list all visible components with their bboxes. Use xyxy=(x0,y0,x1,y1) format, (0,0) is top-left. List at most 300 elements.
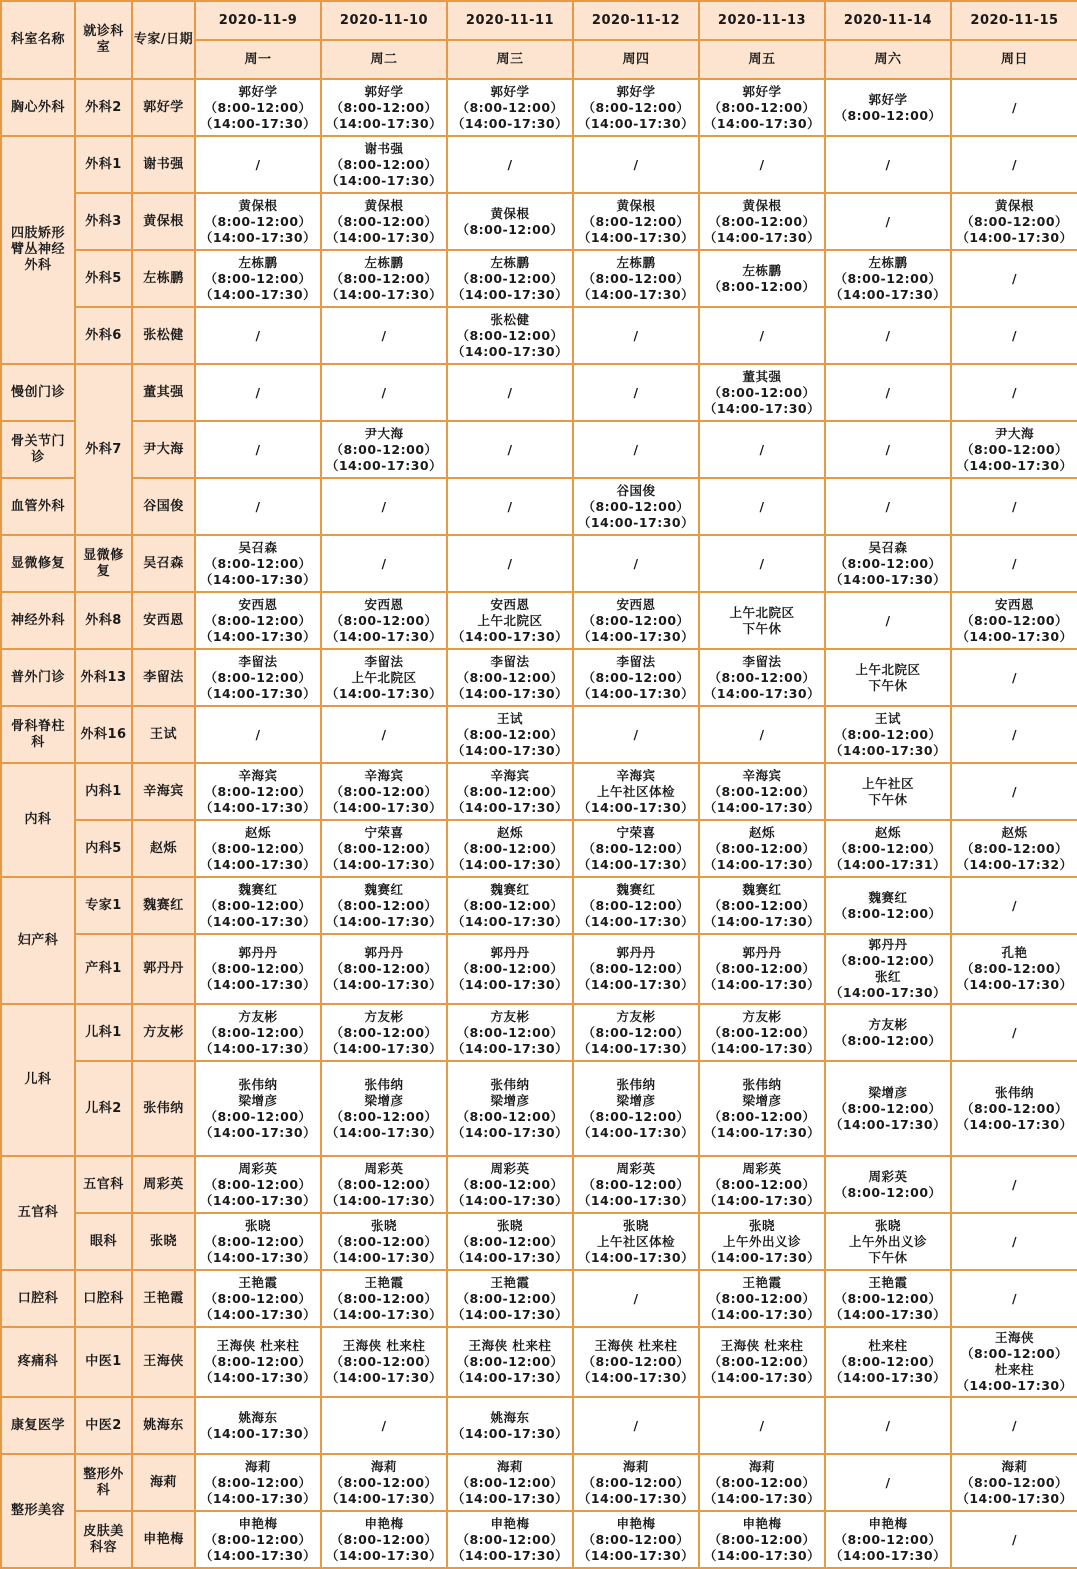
schedule-cell xyxy=(195,250,321,307)
schedule-line: （8:00-12:00） xyxy=(456,1354,564,1369)
schedule-line: （8:00-12:00） xyxy=(960,1346,1069,1361)
schedule-row xyxy=(1,535,1077,592)
schedule-cell xyxy=(447,478,573,535)
schedule-cell xyxy=(699,307,825,364)
schedule-line: / xyxy=(1011,327,1018,343)
schedule-line: / xyxy=(1011,783,1018,799)
schedule-line: 张晓 xyxy=(244,1217,271,1233)
schedule-cell xyxy=(195,1213,321,1270)
schedule-line: （8:00-12:00） xyxy=(708,961,816,976)
schedule-line: （8:00-12:00） xyxy=(456,221,564,237)
label-text: 外科2 xyxy=(85,99,122,115)
schedule-line: 王海侠 杜来柱 xyxy=(216,1338,300,1353)
label-text: 五官科 xyxy=(83,1176,124,1192)
schedule-line: / xyxy=(759,726,765,742)
schedule-line: 张伟纳 xyxy=(616,1076,656,1092)
schedule-line: （14:00-17:30） xyxy=(199,913,317,929)
schedule-line: / xyxy=(381,555,387,571)
schedule-cell xyxy=(321,478,447,535)
schedule-line: 郭好学 xyxy=(364,83,404,99)
schedule-line: （14:00-17:30） xyxy=(199,1370,317,1385)
schedule-line: （14:00-17:30） xyxy=(451,856,569,872)
expert-name-cell: 辛海宾 xyxy=(132,763,195,820)
schedule-row xyxy=(1,1511,1077,1568)
schedule-cell xyxy=(573,1397,699,1454)
schedule-line: 张伟纳 xyxy=(364,1076,404,1092)
schedule-cell xyxy=(699,364,825,421)
schedule-cell xyxy=(195,1061,321,1156)
schedule-cell xyxy=(699,250,825,307)
schedule-cell xyxy=(951,592,1077,649)
room-header: 就诊科室 xyxy=(75,1,132,79)
schedule-line: / xyxy=(381,498,387,514)
schedule-line: 王海侠 xyxy=(994,1330,1034,1345)
schedule-row xyxy=(1,877,1077,934)
schedule-line: （14:00-17:30） xyxy=(199,1425,317,1441)
clinic-room-cell xyxy=(75,307,132,364)
schedule-line: / xyxy=(633,156,639,172)
schedule-row xyxy=(1,1327,1077,1397)
schedule-line: 赵烁 xyxy=(496,824,523,840)
label-text: 儿科2 xyxy=(85,1100,122,1116)
schedule-line: （8:00-12:00） xyxy=(708,840,816,856)
schedule-line: （14:00-17:32） xyxy=(956,856,1073,872)
schedule-cell xyxy=(321,193,447,250)
schedule-line: （8:00-12:00） xyxy=(204,961,312,976)
schedule-line: （8:00-12:00） xyxy=(960,612,1069,628)
schedule-line: （8:00-12:00） xyxy=(708,1290,816,1306)
label-text: 血管外科 xyxy=(10,498,65,514)
schedule-line: 左栋鹏 xyxy=(616,254,656,270)
schedule-line: （14:00-17:30） xyxy=(956,1378,1073,1393)
schedule-line: 海莉 xyxy=(622,1458,649,1474)
schedule-cell xyxy=(699,1213,825,1270)
schedule-line: （14:00-17:30） xyxy=(829,1306,947,1322)
schedule-line: （8:00-12:00） xyxy=(204,1474,312,1490)
schedule-line: （14:00-17:30） xyxy=(199,286,317,302)
schedule-cell xyxy=(447,193,573,250)
schedule-cell xyxy=(573,1004,699,1061)
label-text: 慢创门诊 xyxy=(10,384,65,400)
schedule-line: 赵烁 xyxy=(244,824,271,840)
label-text: 外科7 xyxy=(85,441,122,457)
schedule-line: （14:00-17:30） xyxy=(703,115,821,131)
schedule-line: （14:00-17:30） xyxy=(325,1192,443,1208)
expert-name-cell: 海莉 xyxy=(132,1454,195,1511)
schedule-line: 黄保根 xyxy=(994,197,1034,213)
label-text: 整形美容 xyxy=(10,1503,65,1518)
expert-name-cell: 赵烁 xyxy=(132,820,195,877)
schedule-cell xyxy=(699,934,825,1004)
schedule-line: （14:00-17:30） xyxy=(451,742,569,758)
schedule-line: （8:00-12:00） xyxy=(708,783,816,799)
schedule-line: （8:00-12:00） xyxy=(330,441,438,457)
schedule-line: （14:00-17:30） xyxy=(325,1040,443,1056)
schedule-cell xyxy=(825,250,951,307)
schedule-line: 王海侠 杜来柱 xyxy=(720,1338,804,1353)
schedule-cell xyxy=(699,1327,825,1397)
weekday-header: 周四 xyxy=(573,40,699,79)
schedule-cell xyxy=(951,307,1077,364)
schedule-line: 海莉 xyxy=(1001,1458,1028,1474)
schedule-line: 方友彬 xyxy=(364,1008,404,1024)
schedule-line: 周彩英 xyxy=(742,1160,782,1176)
schedule-line: / xyxy=(633,384,639,400)
schedule-line: 王试 xyxy=(496,710,523,726)
schedule-cell xyxy=(699,535,825,592)
schedule-cell xyxy=(825,136,951,193)
expert-date-header: 专家/日期 xyxy=(132,1,195,79)
schedule-line: （8:00-12:00） xyxy=(456,1024,564,1040)
schedule-line: （8:00-12:00） xyxy=(582,1474,690,1490)
schedule-line: / xyxy=(885,1417,891,1433)
schedule-line: 张伟纳 xyxy=(238,1076,278,1092)
schedule-cell xyxy=(195,1327,321,1397)
schedule-row xyxy=(1,1156,1077,1213)
schedule-line: （14:00-17:30） xyxy=(577,1547,695,1563)
schedule-line: 方友彬 xyxy=(742,1008,782,1024)
schedule-line: 张晓 xyxy=(370,1217,397,1233)
schedule-line: （14:00-17:30） xyxy=(829,985,947,1000)
expert-name-cell: 谷国俊 xyxy=(132,478,195,535)
schedule-line: （14:00-17:30） xyxy=(703,1040,821,1056)
schedule-line: 下午休 xyxy=(742,620,782,636)
schedule-cell xyxy=(825,1270,951,1327)
schedule-cell xyxy=(825,1397,951,1454)
schedule-cell xyxy=(447,421,573,478)
schedule-line: （14:00-17:30） xyxy=(451,685,569,701)
expert-name-cell: 姚海东 xyxy=(132,1397,195,1454)
clinic-room-cell xyxy=(75,250,132,307)
schedule-cell xyxy=(195,820,321,877)
clinic-room-cell xyxy=(75,1327,132,1397)
schedule-line: 黄保根 xyxy=(364,197,404,213)
schedule-line: （14:00-17:30） xyxy=(703,400,821,416)
weekday-header: 周日 xyxy=(951,40,1077,79)
schedule-line: （14:00-17:30） xyxy=(703,1370,821,1385)
clinic-room-cell xyxy=(75,706,132,763)
schedule-line: 李留法 xyxy=(364,653,404,669)
label-text: 外科8 xyxy=(85,612,122,628)
clinic-room-cell xyxy=(75,763,132,820)
schedule-line: 下午休 xyxy=(868,1249,908,1265)
schedule-cell xyxy=(825,1061,951,1156)
schedule-line: （14:00-17:30） xyxy=(325,628,443,644)
dept-name-cell xyxy=(1,763,75,877)
schedule-cell xyxy=(951,478,1077,535)
schedule-cell xyxy=(573,79,699,136)
schedule-cell xyxy=(573,1270,699,1327)
schedule-line: / xyxy=(1011,1176,1018,1192)
schedule-cell xyxy=(447,649,573,706)
schedule-line: 王海侠 杜来柱 xyxy=(594,1338,678,1353)
weekday-header: 周三 xyxy=(447,40,573,79)
schedule-cell xyxy=(951,1327,1077,1397)
schedule-line: （14:00-17:30） xyxy=(451,1370,569,1385)
schedule-line: / xyxy=(1011,1417,1018,1433)
schedule-line: （14:00-17:30） xyxy=(451,1425,569,1441)
expert-name-cell: 黄保根 xyxy=(132,193,195,250)
schedule-line: （8:00-12:00） xyxy=(834,1354,942,1369)
schedule-line: 上午社区体检 xyxy=(596,783,675,799)
schedule-line: 王试 xyxy=(874,710,901,726)
schedule-line: 吴召森 xyxy=(238,539,278,555)
schedule-line: 魏赛红 xyxy=(364,881,404,897)
schedule-cell xyxy=(573,1454,699,1511)
schedule-line: （14:00-17:30） xyxy=(703,1547,821,1563)
schedule-row xyxy=(1,1213,1077,1270)
schedule-cell xyxy=(195,1156,321,1213)
label-text: 疼痛科 xyxy=(17,1354,59,1369)
label-text: 内科5 xyxy=(85,840,122,856)
schedule-cell xyxy=(825,706,951,763)
schedule-line: （8:00-12:00） xyxy=(582,1176,690,1192)
schedule-cell xyxy=(321,934,447,1004)
schedule-cell xyxy=(699,421,825,478)
schedule-line: 尹大海 xyxy=(994,425,1034,441)
schedule-cell xyxy=(825,820,951,877)
dept-name-cell xyxy=(1,1327,75,1397)
schedule-line: （14:00-17:30） xyxy=(703,685,821,701)
schedule-cell xyxy=(825,649,951,706)
schedule-line: （14:00-17:30） xyxy=(577,1192,695,1208)
label-text: 内科 xyxy=(24,812,52,827)
schedule-line: 上午外出义诊 xyxy=(848,1233,927,1249)
schedule-row xyxy=(1,1061,1077,1156)
schedule-cell xyxy=(573,1511,699,1568)
schedule-cell xyxy=(825,535,951,592)
schedule-line: （14:00-17:30） xyxy=(577,977,695,992)
schedule-line: 郭丹丹 xyxy=(616,945,656,960)
schedule-cell xyxy=(825,79,951,136)
schedule-cell xyxy=(573,250,699,307)
schedule-cell xyxy=(447,820,573,877)
schedule-cell xyxy=(195,421,321,478)
schedule-line: 魏赛红 xyxy=(742,881,782,897)
schedule-cell xyxy=(195,535,321,592)
schedule-line: （8:00-12:00） xyxy=(834,953,942,968)
schedule-line: 张伟纳 xyxy=(994,1084,1034,1100)
header-row-dates xyxy=(1,1,1077,40)
schedule-cell xyxy=(951,763,1077,820)
schedule-line: （14:00-17:30） xyxy=(956,628,1073,644)
schedule-line: （8:00-12:00） xyxy=(204,99,312,115)
schedule-row xyxy=(1,478,1077,535)
schedule-line: （8:00-12:00） xyxy=(960,441,1069,457)
schedule-cell xyxy=(321,136,447,193)
expert-name-cell: 申艳梅 xyxy=(132,1511,195,1568)
schedule-line: / xyxy=(381,726,387,742)
schedule-cell xyxy=(951,535,1077,592)
schedule-cell xyxy=(951,364,1077,421)
schedule-cell xyxy=(447,79,573,136)
schedule-line: 申艳梅 xyxy=(616,1515,656,1531)
schedule-line: （14:00-17:30） xyxy=(577,856,695,872)
expert-name-cell: 周彩英 xyxy=(132,1156,195,1213)
schedule-line: 王艳霞 xyxy=(490,1274,530,1290)
schedule-line: （8:00-12:00） xyxy=(204,1531,312,1547)
schedule-line: （8:00-12:00） xyxy=(834,1032,942,1048)
schedule-line: （8:00-12:00） xyxy=(330,840,438,856)
schedule-line: / xyxy=(507,498,513,514)
schedule-cell xyxy=(825,364,951,421)
schedule-line: / xyxy=(633,726,639,742)
schedule-line: （14:00-17:30） xyxy=(451,1490,569,1506)
schedule-line: （8:00-12:00） xyxy=(834,1531,942,1547)
weekday-header: 周六 xyxy=(825,40,951,79)
schedule-line: （8:00-12:00） xyxy=(204,1108,312,1124)
schedule-line: / xyxy=(1011,555,1018,571)
schedule-line: 谷国俊 xyxy=(616,482,656,498)
label-text: 外科1 xyxy=(85,156,122,172)
schedule-cell xyxy=(573,364,699,421)
schedule-line: （8:00-12:00） xyxy=(708,1176,816,1192)
schedule-line: （8:00-12:00） xyxy=(582,498,690,514)
schedule-line: 王海侠 杜来柱 xyxy=(342,1338,426,1353)
schedule-line: 郭好学 xyxy=(490,83,530,99)
schedule-line: / xyxy=(1011,1233,1018,1249)
schedule-line: 安西恩 xyxy=(238,596,278,612)
schedule-line: 安西恩 xyxy=(490,596,530,612)
schedule-cell xyxy=(447,1454,573,1511)
schedule-row xyxy=(1,820,1077,877)
schedule-cell xyxy=(573,307,699,364)
schedule-line: （8:00-12:00） xyxy=(834,555,942,571)
schedule-line: （14:00-17:30） xyxy=(325,115,443,131)
schedule-line: （14:00-17:30） xyxy=(325,856,443,872)
clinic-room-cell xyxy=(75,649,132,706)
schedule-line: 杜来柱 xyxy=(994,1362,1034,1377)
clinic-room-cell xyxy=(75,1397,132,1454)
schedule-cell xyxy=(447,706,573,763)
schedule-cell xyxy=(321,1511,447,1568)
schedule-line: （8:00-12:00） xyxy=(204,555,312,571)
label-text: 口腔科 xyxy=(83,1290,124,1306)
label-text: 儿科 xyxy=(24,1072,52,1087)
schedule-line: （8:00-12:00） xyxy=(708,1474,816,1490)
schedule-line: / xyxy=(1011,726,1018,742)
weekday-header: 周一 xyxy=(195,40,321,79)
schedule-line: （14:00-17:30） xyxy=(325,286,443,302)
expert-name-cell: 董其强 xyxy=(132,364,195,421)
schedule-line: 周彩英 xyxy=(616,1160,656,1176)
schedule-cell xyxy=(951,1270,1077,1327)
schedule-cell xyxy=(825,1454,951,1511)
schedule-line: / xyxy=(633,441,639,457)
schedule-line: （14:00-17:30） xyxy=(577,514,695,530)
schedule-cell xyxy=(321,535,447,592)
schedule-cell xyxy=(447,1397,573,1454)
schedule-line: （8:00-12:00） xyxy=(204,1354,312,1369)
schedule-line: （8:00-12:00） xyxy=(582,99,690,115)
clinic-room-cell xyxy=(75,1004,132,1061)
schedule-line: 周彩英 xyxy=(490,1160,530,1176)
dept-name-cell xyxy=(1,592,75,649)
schedule-cell xyxy=(321,250,447,307)
schedule-line: （14:00-17:30） xyxy=(451,799,569,815)
schedule-line: 姚海东 xyxy=(238,1409,278,1425)
schedule-line: 申艳梅 xyxy=(868,1515,908,1531)
schedule-row xyxy=(1,307,1077,364)
schedule-line: （14:00-17:30） xyxy=(199,1124,317,1140)
schedule-line: 张伟纳 xyxy=(742,1076,782,1092)
schedule-line: （14:00-17:30） xyxy=(199,799,317,815)
schedule-cell xyxy=(321,1004,447,1061)
schedule-line: 周彩英 xyxy=(238,1160,278,1176)
schedule-line: 张晓 xyxy=(622,1217,649,1233)
schedule-line: （8:00-12:00） xyxy=(456,961,564,976)
dept-name-cell xyxy=(1,706,75,763)
label-text: 专家1 xyxy=(85,897,122,913)
schedule-line: 郭好学 xyxy=(616,83,656,99)
schedule-line: （8:00-12:00） xyxy=(456,1233,564,1249)
schedule-line: （14:00-17:30） xyxy=(577,1249,695,1265)
schedule-line: （8:00-12:00） xyxy=(582,897,690,913)
schedule-line: 黄保根 xyxy=(490,205,530,221)
schedule-line: （14:00-17:30） xyxy=(577,115,695,131)
schedule-cell xyxy=(699,649,825,706)
schedule-line: 上午北院区 xyxy=(729,604,795,620)
schedule-cell xyxy=(951,877,1077,934)
schedule-cell xyxy=(951,934,1077,1004)
schedule-line: （14:00-17:30） xyxy=(199,1490,317,1506)
schedule-line: （14:00-17:30） xyxy=(325,1547,443,1563)
schedule-row xyxy=(1,193,1077,250)
label-text: 显微修复 xyxy=(10,555,65,571)
schedule-cell xyxy=(195,307,321,364)
schedule-cell xyxy=(573,592,699,649)
schedule-line: / xyxy=(507,384,513,400)
label-text: 外科16 xyxy=(80,726,127,742)
schedule-line: / xyxy=(633,327,639,343)
schedule-line: / xyxy=(1011,1290,1018,1306)
expert-name-cell: 谢书强 xyxy=(132,136,195,193)
schedule-cell xyxy=(321,1156,447,1213)
dept-name-cell xyxy=(1,1270,75,1327)
schedule-line: 杜来柱 xyxy=(868,1338,908,1353)
schedule-cell xyxy=(447,535,573,592)
schedule-line: 魏赛红 xyxy=(238,881,278,897)
schedule-line: （14:00-17:30） xyxy=(703,799,821,815)
schedule-line: （14:00-17:30） xyxy=(577,229,695,245)
schedule-cell xyxy=(573,877,699,934)
expert-name-cell: 张松健 xyxy=(132,307,195,364)
schedule-line: 郭丹丹 xyxy=(238,945,278,960)
schedule-cell xyxy=(447,364,573,421)
schedule-line: / xyxy=(255,327,261,343)
schedule-cell xyxy=(825,1213,951,1270)
schedule-line: （8:00-12:00） xyxy=(582,1108,690,1124)
dept-name-cell xyxy=(1,364,75,421)
schedule-cell xyxy=(573,535,699,592)
schedule-cell xyxy=(447,592,573,649)
label-text: 骨关节门诊 xyxy=(10,433,65,465)
schedule-cell xyxy=(447,1061,573,1156)
clinic-room-cell xyxy=(75,136,132,193)
schedule-line: （8:00-12:00） xyxy=(330,213,438,229)
schedule-line: / xyxy=(1011,1024,1018,1040)
label-text: 产科1 xyxy=(85,961,122,976)
schedule-cell xyxy=(321,877,447,934)
schedule-cell xyxy=(195,193,321,250)
schedule-cell xyxy=(195,1270,321,1327)
schedule-line: （8:00-12:00） xyxy=(708,669,816,685)
dept-name-cell xyxy=(1,478,75,535)
schedule-line: 王海侠 杜来柱 xyxy=(468,1338,552,1353)
schedule-cell xyxy=(195,1454,321,1511)
schedule-cell xyxy=(573,193,699,250)
schedule-body xyxy=(1,1,1077,1568)
